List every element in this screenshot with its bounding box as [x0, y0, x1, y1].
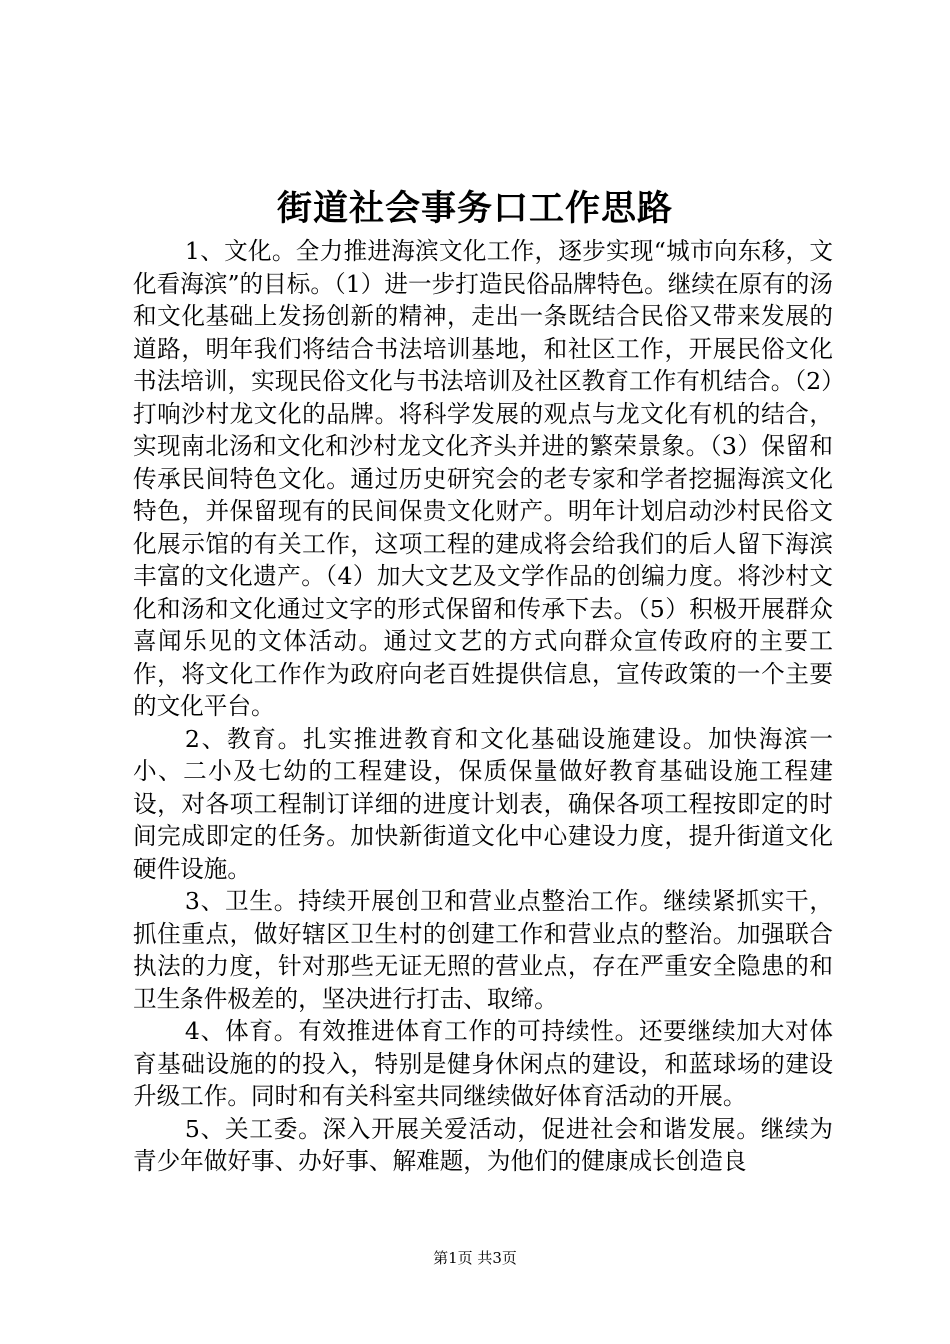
document-body: [133, 235, 833, 1178]
paragraph-health: 3、卫生。持续开展创卫和营业点整治工作。继续紧抓实干，抓住重点，做好辖区卫生村的创建工作和营业点的整治。加强联合执法的力度，针对那些无证无照的营业点，存在严重安全隐患的和卫生条件极差的，坚决进行打击、取缔。: [133, 887, 833, 1013]
page-number-footer: 第1页 共3页: [433, 1249, 517, 1267]
paragraph-sports: 4、体育。有效推进体育工作的可持续性。还要继续加大对体育基础设施的的投入，特别是健身休闲点的建设，和蓝球场的建设升级工作。同时和有关科室共同继续做好体育活动的开展。: [133, 1017, 833, 1110]
paragraph-culture: 1、文化。全力推进海滨文化工作，逐步实现“城市向东移，文化看海滨”的目标。（1）进一步打造民俗品牌特色。继续在原有的汤和文化基础上发扬创新的精神，走出一条既结合民俗又带来发展的道路，明年我们将结合书法培训基地，和社区工作，开展民俗文化书法培训，实现民俗文化与书法培训及社区教育工作有机结合。（2）打响沙村龙文化的品牌。将科学发展的观点与龙文化有机的结合，实现南北汤和文化和沙村龙文化齐头并进的繁荣景象。（3）保留和传承民间特色文化。通过历史研究会的老专家和学者挖掘海滨文化特色，并保留现有的民间保贵文化财产。明年计划启动沙村民俗文化展示馆的有关工作，这项工程的建成将会给我们的后人留下海滨丰富的文化遗产。（4）加大文艺及文学作品的创编力度。将沙村文化和汤和文化通过文字的形式保留和传承下去。（5）积极开展群众喜闻乐见的文体活动。通过文艺的方式向群众宣传政府的主要工作，将文化工作作为政府向老百姓提供信息，宣传政策的一个主要的文化平台。: [133, 237, 833, 720]
paragraph-youth-committee: 5、关工委。深入开展关爱活动，促进社会和谐发展。继续为青少年做好事、办好事、解难题，为他们的健康成长创造良: [133, 1114, 833, 1175]
page-title: 街道社会事务口工作思路: [276, 188, 673, 229]
paragraph-education: 2、教育。扎实推进教育和文化基础设施建设。加快海滨一小、二小及七幼的工程建设，保质保量做好教育基础设施工程建设，对各项工程制订详细的进度计划表，确保各项工程按即定的时间完成即定的任务。加快新街道文化中心建设力度，提升街道文化硬件设施。: [133, 724, 833, 883]
